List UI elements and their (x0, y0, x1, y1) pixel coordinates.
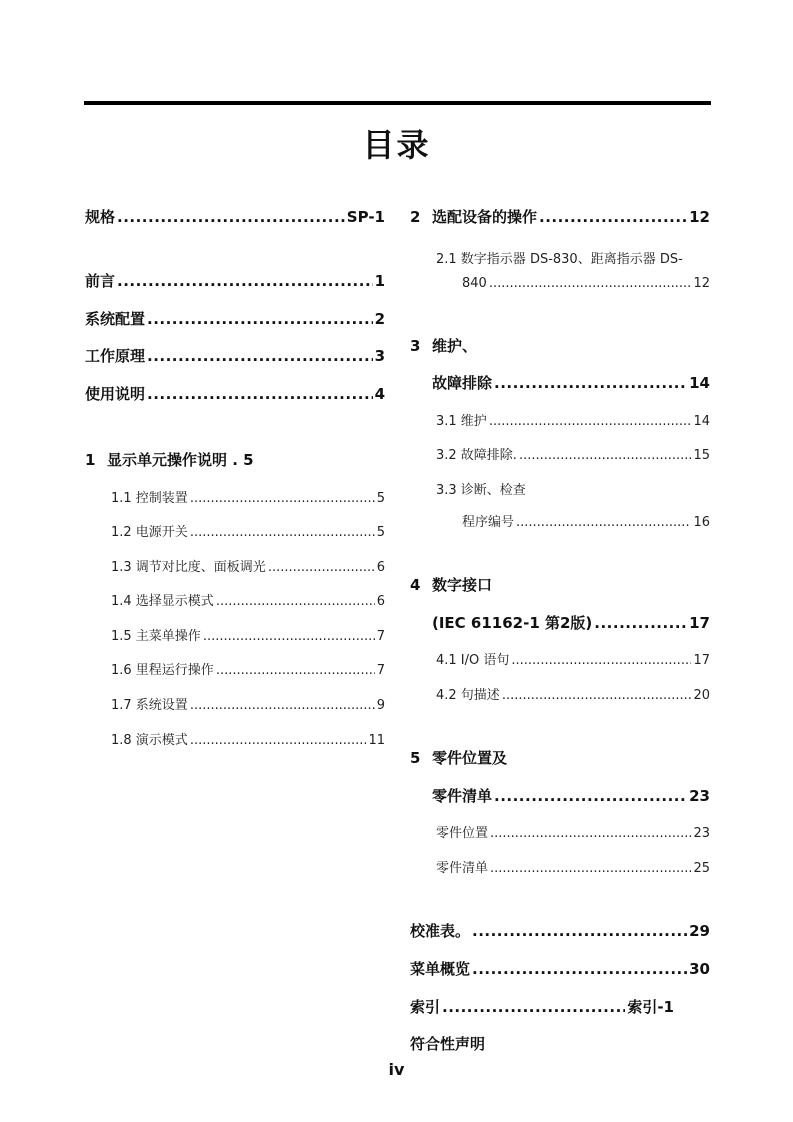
toc-entry-principle[interactable]: 工作原理 ..... 3 (85, 345, 385, 366)
toc-entry-1-3[interactable]: 1.3 调节对比度、面板调光 ..... 6 (111, 556, 385, 575)
toc-entry-1-4[interactable]: 1.4 选择显示模式 ..... 6 (111, 590, 385, 609)
toc-entry-usage[interactable]: 使用说明 ..... 4 (85, 383, 385, 404)
toc-entry-3-3-line2[interactable]: 程序编号 ..... 16 (462, 511, 710, 530)
toc-entry-preface[interactable]: 前言 ..... 1 (85, 270, 385, 291)
toc-entry-2-1-line1[interactable]: 2.1 数字指示器 DS-830、距离指示器 DS- (436, 252, 683, 267)
toc-entry-calibration[interactable]: 校准表。 ..... 29 (410, 920, 710, 941)
toc-chapter-3[interactable]: 3 维护、 (410, 337, 478, 355)
toc-entry-spec[interactable]: 规格 ..... SP-1 (85, 206, 385, 227)
toc-entry-2-1-line2[interactable]: 840 ..... 12 (462, 276, 710, 291)
toc-entry-conformity[interactable]: 符合性声明 (410, 1035, 486, 1053)
toc-entry-config[interactable]: 系统配置 ..... 2 (85, 308, 385, 329)
page-number: iv (388, 1060, 405, 1079)
toc-entry-3-3-line1[interactable]: 3.3 诊断、检查 (436, 483, 526, 498)
toc-entry-3-2[interactable]: 3.2 故障排除. ..... 15 (436, 444, 710, 463)
toc-entry-1-6[interactable]: 1.6 里程运行操作 ..... 7 (111, 659, 385, 678)
toc-entry-1-1[interactable]: 1.1 控制装置 ..... 5 (111, 487, 385, 506)
toc-entry-5-1[interactable]: 零件位置 ..... 23 (436, 822, 710, 841)
toc-entry-1-2[interactable]: 1.2 电源开关 ..... 5 (111, 521, 385, 540)
toc-chapter-4-line2[interactable]: (IEC 61162-1 第2版) ..... 17 (432, 612, 710, 633)
toc-entry-4-2[interactable]: 4.2 句描述 ..... 20 (436, 684, 710, 703)
toc-chapter-3-line2[interactable]: 故障排除 ..... 14 (432, 372, 710, 393)
toc-entry-5-2[interactable]: 零件清单 ..... 25 (436, 857, 710, 876)
toc-chapter-5-line2[interactable]: 零件清单 ..... 23 (432, 785, 710, 806)
toc-entry-menu-overview[interactable]: 菜单概览 ..... 30 (410, 958, 710, 979)
toc-chapter-5[interactable]: 5 零件位置及 (410, 749, 508, 767)
toc-entry-3-1[interactable]: 3.1 维护 ..... 14 (436, 410, 710, 429)
top-rule (84, 101, 711, 105)
toc-chapter-2[interactable]: 2 选配设备的操作 ..... 12 (410, 206, 710, 227)
toc-chapter-4[interactable]: 4 数字接口 (410, 576, 493, 594)
toc-entry-1-7[interactable]: 1.7 系统设置 ..... 9 (111, 694, 385, 713)
toc-entry-index[interactable]: 索引 ..... 索引-1 (410, 996, 674, 1017)
toc-entry-1-8[interactable]: 1.8 演示模式 ..... 11 (111, 729, 385, 748)
page-title: 目录 (362, 126, 431, 164)
toc-entry-1-5[interactable]: 1.5 主菜单操作 ..... 7 (111, 625, 385, 644)
toc-entry-4-1[interactable]: 4.1 I/O 语句 ..... 17 (436, 649, 710, 668)
toc-chapter-1[interactable]: 1 显示单元操作说明 . 5 (85, 451, 254, 469)
